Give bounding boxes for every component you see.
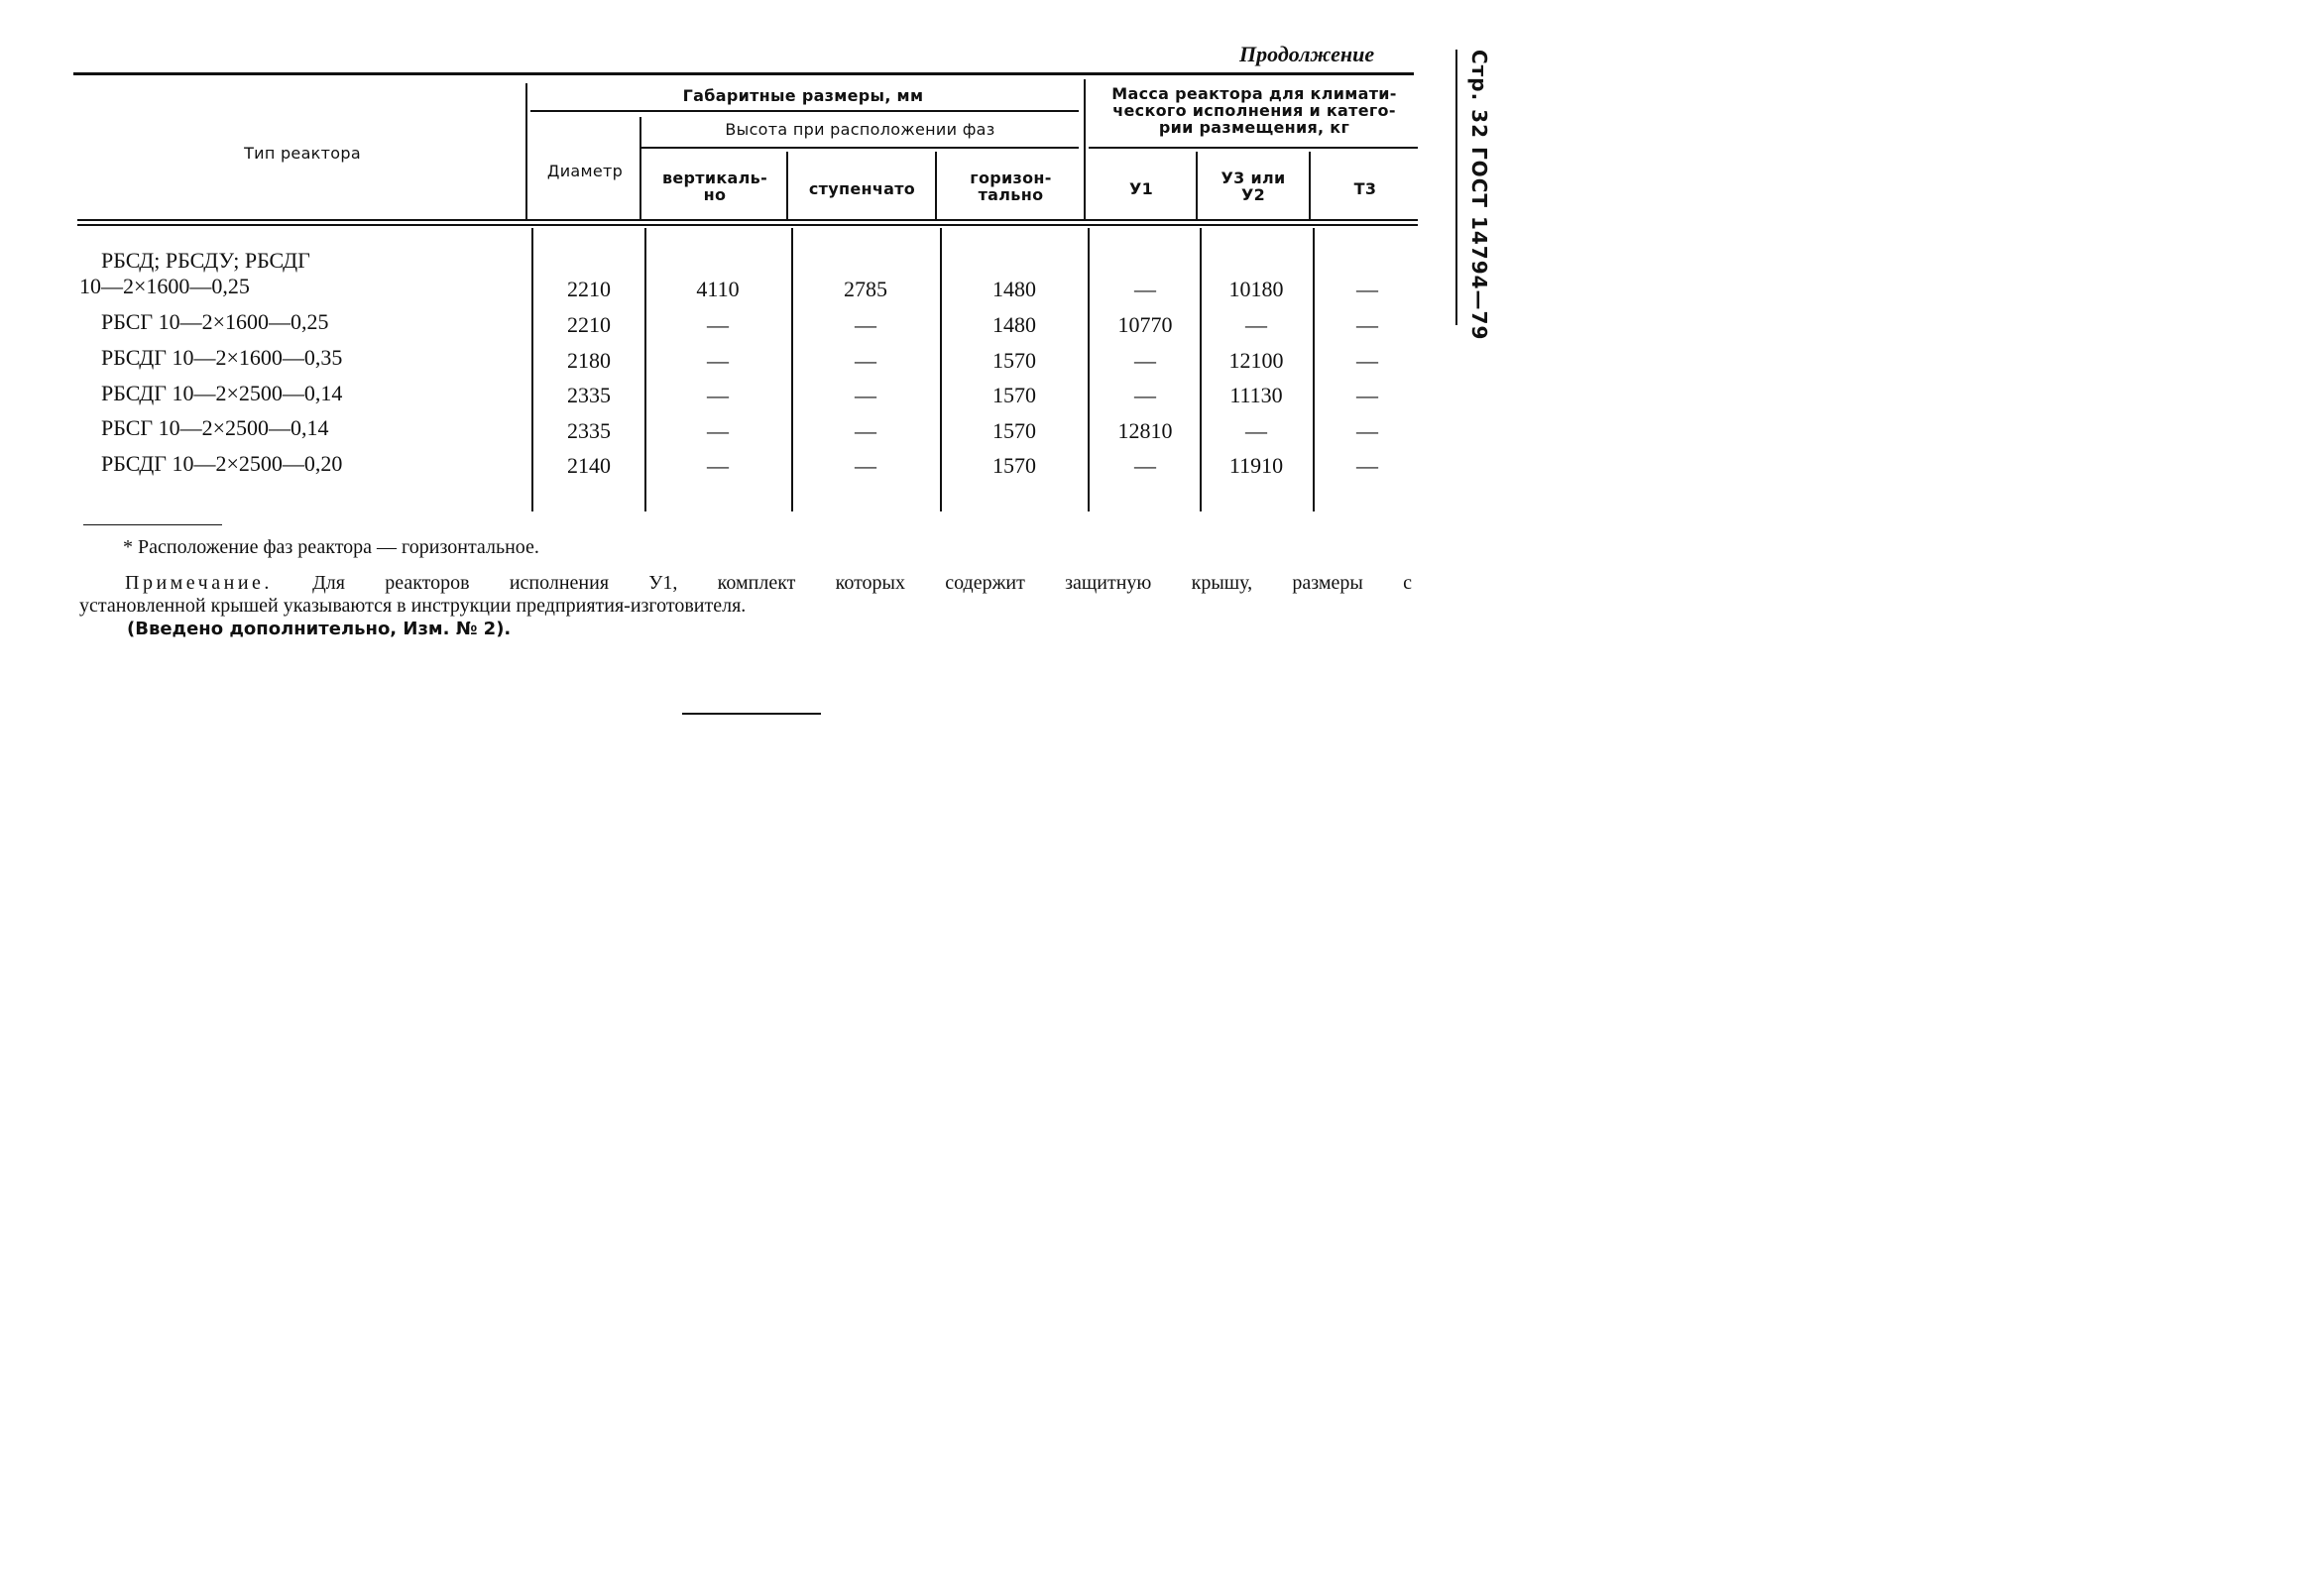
row-5-diameter: 2335 [567,418,611,443]
header-reactor-type: Тип реактора [244,144,361,163]
row-4-u1: — [1134,383,1156,407]
header-stepped: ступенчато [808,179,916,198]
header-horizontal-line-1: горизон- [970,169,1052,187]
header-vertical-line-2: но [703,185,727,204]
row-4-stepped: — [855,383,876,407]
header-dimensions: Габаритные размеры, мм [682,86,924,105]
row-6-u3: 11910 [1228,453,1284,478]
row-3-horizontal: 1570 [992,348,1036,373]
row-1-u1: — [1134,277,1156,301]
row-4-t3: — [1356,383,1378,407]
row-5-u3: — [1245,418,1267,443]
col-divider-dims-mass [1084,79,1086,220]
footnote: * Расположение фаз реактора — горизонтальное. [123,536,539,558]
note-text-line-2: установленной крышей указываются в инструкции предприятия-изготовителя. [79,595,747,617]
header-horizontal-line-2: тально [978,185,1044,204]
side-rule [1455,50,1457,325]
end-rule [682,713,821,715]
row-5-stepped: — [855,418,876,443]
row-1-horizontal: 1480 [992,277,1036,301]
row-5-u1: 12810 [1117,418,1173,443]
row-1-vertical: 4110 [696,277,740,301]
header-u1: У1 [1128,179,1154,198]
row-3-u1: — [1134,348,1156,373]
row-4-type: РБСДГ 10—2×2500—0,14 [101,381,343,405]
header-u3-u2 [1200,170,1307,203]
row-6-stepped: — [855,453,876,478]
header-u3-line-1: У3 или [1220,169,1286,187]
row-4-diameter: 2335 [567,383,611,407]
row-6-horizontal: 1570 [992,453,1036,478]
row-2-horizontal: 1480 [992,312,1036,337]
row-2-type: РБСГ 10—2×1600—0,25 [101,309,329,334]
header-bottom-rule-2 [77,224,1418,226]
height-sub-rule [640,147,1079,149]
row-3-type: РБСДГ 10—2×1600—0,35 [101,345,343,370]
body-divider-vertical [791,228,793,511]
row-2-u1: 10770 [1117,312,1173,337]
row-3-u3: 12100 [1228,348,1284,373]
note-line-1 [79,572,1412,595]
row-2-t3: — [1356,312,1378,337]
row-2-vertical: — [707,312,729,337]
note-text-line-1: Для реакторов исполнения У1, комплект которых содержит защитную крышу, размеры с [312,572,1412,594]
row-5-horizontal: 1570 [992,418,1036,443]
header-mass [1091,85,1418,136]
table-top-rule [73,72,1414,75]
mass-sub-rule [1089,147,1418,149]
row-1-u3: 10180 [1228,277,1284,301]
row-6-type: РБСДГ 10—2×2500—0,20 [101,451,343,476]
header-vertical [644,170,785,203]
note-label: Примечание. [125,572,273,594]
header-mass-line-2: ческого исполнения и катего- [1112,101,1396,120]
footnote-rule [83,524,222,525]
row-1-type-line-1: РБСД; РБСДУ; РБСДГ [101,248,310,273]
header-bottom-rule-1 [77,219,1418,221]
note-paragraph [79,572,1412,640]
col-divider-stepped [935,152,937,220]
row-6-t3: — [1356,453,1378,478]
row-5-t3: — [1356,418,1378,443]
side-page-label: Стр. 32 ГОСТ 14794—79 [1467,50,1491,341]
col-divider-u1 [1196,152,1198,220]
header-horizontal [939,170,1083,203]
continuation-label: Продолжение [1239,42,1375,66]
row-6-vertical: — [707,453,729,478]
col-divider-u3 [1309,152,1311,220]
row-3-vertical: — [707,348,729,373]
row-4-horizontal: 1570 [992,383,1036,407]
row-6-u1: — [1134,453,1156,478]
col-divider-vertical [786,152,788,220]
header-vertical-line-1: вертикаль- [661,169,768,187]
row-5-type: РБСГ 10—2×2500—0,14 [101,415,329,440]
row-1-stepped: 2785 [844,277,887,301]
amendment-note: (Введено дополнительно, Изм. № 2). [127,619,512,639]
row-1-diameter: 2210 [567,277,611,301]
header-height-group: Высота при расположении фаз [725,120,995,139]
col-divider-diameter [639,117,641,220]
header-u3-line-2: У2 [1240,185,1266,204]
dims-sub-rule [530,110,1079,112]
row-3-diameter: 2180 [567,348,611,373]
row-4-u3: 11130 [1229,383,1283,407]
row-2-stepped: — [855,312,876,337]
row-6-diameter: 2140 [567,453,611,478]
header-mass-line-1: Масса реактора для климати- [1111,84,1397,103]
row-2-u3: — [1245,312,1267,337]
row-1-type-line-2: 10—2×1600—0,25 [79,274,250,298]
row-5-vertical: — [707,418,729,443]
row-4-vertical: — [707,383,729,407]
body-divider-stepped [940,228,942,511]
header-t3: Т3 [1353,179,1377,198]
header-mass-line-3: рии размещения, кг [1158,118,1350,137]
row-3-stepped: — [855,348,876,373]
header-diameter: Диаметр [546,162,624,180]
row-3-t3: — [1356,348,1378,373]
col-divider-type [525,83,527,220]
row-2-diameter: 2210 [567,312,611,337]
row-1-t3: — [1356,277,1378,301]
